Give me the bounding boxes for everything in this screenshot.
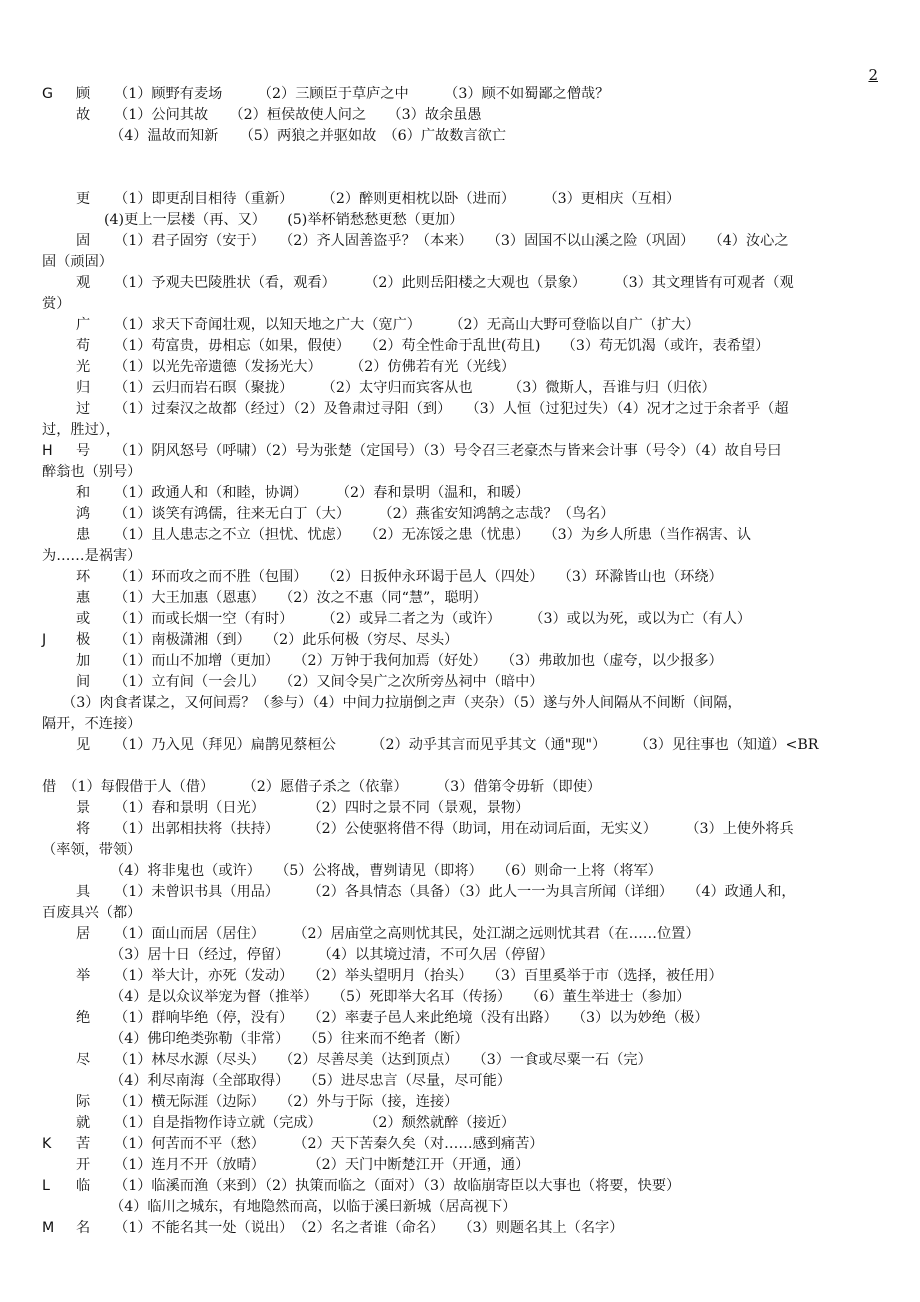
entry-line: [0, 882, 920, 903]
definition-text: （1）苟富贵，毋相忘（如果，假使） （2）苟全性命于乱世(苟且) （3）苟无饥渴（或许，表希望）: [114, 338, 770, 354]
index-letter: K: [42, 1136, 52, 1152]
entry-line: [0, 1092, 920, 1113]
entry-line: [0, 567, 920, 588]
entry-line: [0, 1029, 920, 1050]
entry-line: [0, 462, 920, 483]
definition-text: （1）林尽水源（尽头） （2）尽善尽美（达到顶点） （3）一食或尽粟一石（完）: [114, 1052, 652, 1068]
entry-line: [0, 798, 920, 819]
headword: 极: [76, 632, 91, 648]
headword: 鸿: [76, 506, 91, 522]
headword: 尽: [76, 1052, 91, 1068]
definition-text: （1）大王加惠（恩惠） （2）汝之不惠（同“慧”，聪明）: [114, 590, 488, 606]
definition-text: （1）乃入见（拜见）扁鹊见蔡桓公 （2）动乎其言而见乎其文（通"现"） （3）见往事也（知道）<BR: [114, 737, 819, 753]
definition-text: （1）阴风怒号（呼啸）（2）号为张楚（定国号）（3）号令召三老豪杰与皆来会计事（号令）（4）故自号曰: [114, 443, 782, 459]
headword: 过: [76, 401, 91, 417]
headword: 光: [76, 359, 91, 375]
headword: 广: [76, 317, 91, 333]
entry-line: [0, 1113, 920, 1134]
headword: 苦: [76, 1136, 91, 1152]
definition-text: （1）立有间（一会儿） （2）又间令吴广之次所旁丛祠中（暗中）: [114, 674, 544, 690]
definition-text: （1）政通人和（和睦，协调） （2）春和景明（温和，和暖）: [114, 485, 530, 501]
headword: 更: [76, 191, 91, 207]
definition-continuation: （率领，带领）: [42, 842, 142, 858]
definition-text: （1）面山而居（居住） （2）居庙堂之高则忧其民，处江湖之远则忧其君（在……位置）: [114, 926, 700, 942]
entry-line: [0, 861, 920, 882]
headword: 固: [76, 233, 91, 249]
definition-text: （1）群响毕绝（停，没有） （2）率妻子邑人来此绝境（没有出路） （3）以为妙绝（极）: [114, 1010, 709, 1026]
entry-line: [0, 1176, 920, 1197]
definition-continuation: （3）居十日（经过，停留） （4）以其境过清，不可久居（停留）: [110, 947, 554, 963]
definition-continuation: 醉翁也（别号）: [42, 464, 142, 480]
definition-text: （1）环而攻之而不胜（包围） （2）日扳仲永环谒于邑人（四处） （3）环滁皆山也（环绕）: [114, 569, 723, 585]
blank-line: [0, 756, 920, 777]
headword: 景: [76, 800, 91, 816]
entry-line: [0, 819, 920, 840]
headword: 归: [76, 380, 91, 396]
definition-text: （1）且人患志之不立（担忧、忧虑） （2）无冻馁之患（忧患） （3）为乡人所患（当作祸害、认: [114, 527, 752, 543]
entry-line: [0, 714, 920, 735]
entry-line: [0, 210, 920, 231]
entry-line: [0, 672, 920, 693]
entry-line: [0, 504, 920, 525]
entry-line: [0, 1197, 920, 1218]
definition-continuation: 为……是祸害）: [42, 548, 142, 564]
index-letter: L: [42, 1178, 50, 1194]
entry-line: [0, 777, 920, 798]
definition-text: （1）不能名其一处（说出） （2）名之者谁（命名） （3）则题名其上（名字）: [114, 1220, 624, 1236]
headword: 故: [76, 107, 91, 123]
definition-text: （1）南极潇湘（到） （2）此乐何极（穷尽、尽头）: [114, 632, 459, 648]
headword: 和: [76, 485, 91, 501]
entry-line: [0, 105, 920, 126]
entry-line: [0, 651, 920, 672]
definition-text: （1）连月不开（放晴） （2）天门中断楚江开（开通，通）: [114, 1157, 530, 1173]
definition-continuation: （4）将非鬼也（或许） （5）公将战，曹刿请见（即将） （6）则命一上将（将军）: [110, 863, 662, 879]
headword: 就: [76, 1115, 91, 1131]
entry-line: [0, 189, 920, 210]
entry-line: [0, 1050, 920, 1071]
definition-continuation: 赏）: [42, 296, 71, 312]
definition-text: （1）君子固穷（安于） （2）齐人固善盗乎？（本来） （3）固国不以山溪之险（巩固） （4）汝心之: [114, 233, 789, 249]
entry-line: [0, 840, 920, 861]
headword: 绝: [76, 1010, 91, 1026]
entry-line: [0, 483, 920, 504]
entry-line: [0, 966, 920, 987]
entry-line: [0, 1071, 920, 1092]
definition-text: （1）顾野有麦场 （2）三顾臣于草庐之中 （3）顾不如蜀鄙之僧哉？: [114, 86, 610, 102]
definition-continuation: 借 （1）每假借于人（借） （2）愿借子杀之（依靠） （3）借第令毋斩（即使）: [42, 779, 602, 795]
entry-line: [0, 336, 920, 357]
entry-line: [0, 924, 920, 945]
entry-line: [0, 987, 920, 1008]
entry-line: [0, 588, 920, 609]
entry-line: [0, 315, 920, 336]
headword: 号: [76, 443, 91, 459]
definition-text: （1）春和景明（日光） （2）四时之景不同（景观，景物）: [114, 800, 530, 816]
definition-continuation: (4)更上一层楼（再、又） (5)举杯销愁愁更愁（更加）: [104, 212, 464, 228]
definition-text: （1）出郭相扶将（扶持） （2）公使驱将借不得（助词，用在动词后面，无实义） （3）上使外将兵: [114, 821, 794, 837]
definition-text: （1）云归而岩石暝（聚拢） （2）太守归而宾客从也 （3）微斯人，吾谁与归（归依）: [114, 380, 716, 396]
entry-line: [0, 378, 920, 399]
headword: 临: [76, 1178, 91, 1194]
entry-line: [0, 735, 920, 756]
entry-line: [0, 441, 920, 462]
entry-line: [0, 420, 920, 441]
entry-line: [0, 903, 920, 924]
definition-text: （1）临溪而渔（来到）（2）执策而临之（面对）（3）故临崩寄臣以大事也（将要，快要）: [114, 1178, 681, 1194]
definition-text: （1）予观夫巴陵胜状（看，观看） （2）此则岳阳楼之大观也（景象） （3）其文理皆有可观者（观: [114, 275, 794, 291]
definition-continuation: （4）温故而知新 （5）两狼之并驱如故 （6）广故数言欲亡: [110, 128, 506, 144]
headword: 将: [76, 821, 91, 837]
headword: 苟: [76, 338, 91, 354]
glossary-lines: [0, 84, 920, 1239]
entry-line: [0, 126, 920, 147]
definition-text: （1）举大计，亦死（发动） （2）举头望明月（抬头） （3）百里奚举于市（选择，被任用）: [114, 968, 723, 984]
headword: 际: [76, 1094, 91, 1110]
headword: 患: [76, 527, 91, 543]
entry-line: [0, 1218, 920, 1239]
definition-text: （1）谈笑有鸿儒，往来无白丁（大） （2）燕雀安知鸿鹄之志哉？（鸟名）: [114, 506, 615, 522]
definition-continuation: （4）临川之城东，有地隐然而高，以临于溪曰新城（居高视下）: [110, 1199, 517, 1215]
entry-line: [0, 252, 920, 273]
index-letter: M: [42, 1220, 55, 1236]
headword: 加: [76, 653, 91, 669]
definition-continuation: 百废具兴（都）: [42, 905, 142, 921]
entry-line: [0, 630, 920, 651]
index-letter: G: [42, 86, 53, 102]
definition-continuation: （4）利尽南海（全部取得） （5）进尽忠言（尽量，尽可能）: [110, 1073, 512, 1089]
definition-text: （1）过秦汉之故都（经过）（2）及鲁肃过寻阳（到） （3）人恒（过犯过失）（4）况才之过于余者乎（超: [114, 401, 789, 417]
definition-continuation: （4）佛印绝类弥勒（非常） （5）往来而不绝者（断）: [110, 1031, 469, 1047]
definition-text: （1）以光先帝遗德（发扬光大） （2）仿佛若有光（光线）: [114, 359, 516, 375]
page-number: 2: [868, 66, 878, 84]
entry-line: [0, 357, 920, 378]
definition-text: （1）而或长烟一空（有时） （2）或异二者之为（或许） （3）或以为死，或以为亡（有人）: [114, 611, 752, 627]
entry-line: [0, 84, 920, 105]
definition-text: （1）而山不加增（更加） （2）万钟于我何加焉（好处） （3）弗敢加也（虚夸，以少报多）: [114, 653, 723, 669]
entry-line: [0, 1008, 920, 1029]
headword: 惠: [76, 590, 91, 606]
entry-line: [0, 609, 920, 630]
entry-line: [0, 525, 920, 546]
definition-continuation: （4）是以众议举宠为督（推举） （5）死即举大名耳（传扬） （6）董生举进士（参加）: [110, 989, 691, 1005]
headword: 观: [76, 275, 91, 291]
definition-text: （1）公问其故 （2）桓侯故使人问之 （3）故余虽愚: [114, 107, 482, 123]
index-letter: J: [42, 632, 47, 648]
headword: 名: [76, 1220, 91, 1236]
headword: 开: [76, 1157, 91, 1173]
headword: 环: [76, 569, 91, 585]
headword: 或: [76, 611, 91, 627]
entry-line: [0, 399, 920, 420]
definition-text: （1）求天下奇闻壮观，以知天地之广大（宽广） （2）无高山大野可登临以自广（扩大）: [114, 317, 700, 333]
definition-text: （1）未曾识书具（用品） （2）各具情态（具备）（3）此人一一为具言所闻（详细） （4）政通人和，: [114, 884, 796, 900]
entry-line: [0, 693, 920, 714]
entry-line: [0, 1155, 920, 1176]
headword: 顾: [76, 86, 91, 102]
definition-text: （1）横无际涯（边际） （2）外与于际（接，连接）: [114, 1094, 459, 1110]
index-letter: H: [42, 443, 53, 459]
headword: 举: [76, 968, 91, 984]
headword: 间: [76, 674, 91, 690]
definition-text: （1）何苦而不平（愁） （2）天下苦秦久矣（对……感到痛苦）: [114, 1136, 544, 1152]
definition-continuation: 过，胜过），: [42, 422, 121, 438]
entry-line: [0, 945, 920, 966]
entry-line: [0, 1134, 920, 1155]
headword: 居: [76, 926, 91, 942]
definition-text: （1）即更刮目相待（重新） （2）醉则更相枕以卧（进而） （3）更相庆（互相）: [114, 191, 681, 207]
definition-continuation: 隔开，不连接）: [42, 716, 142, 732]
headword: 具: [76, 884, 91, 900]
entry-line: [0, 546, 920, 567]
entry-line: [0, 273, 920, 294]
definition-text: （1）自是指物作诗立就（完成） （2）颓然就醉（接近）: [114, 1115, 516, 1131]
definition-continuation: （3）肉食者谋之，又何间焉？（参与）（4）中间力拉崩倒之声（夹杂）（5）遂与外人间隔从不间断（间隔，: [62, 695, 742, 711]
headword: 见: [76, 737, 91, 753]
blank-line: [0, 147, 920, 189]
entry-line: [0, 294, 920, 315]
definition-continuation: 固（顽固）: [42, 254, 113, 270]
entry-line: [0, 231, 920, 252]
